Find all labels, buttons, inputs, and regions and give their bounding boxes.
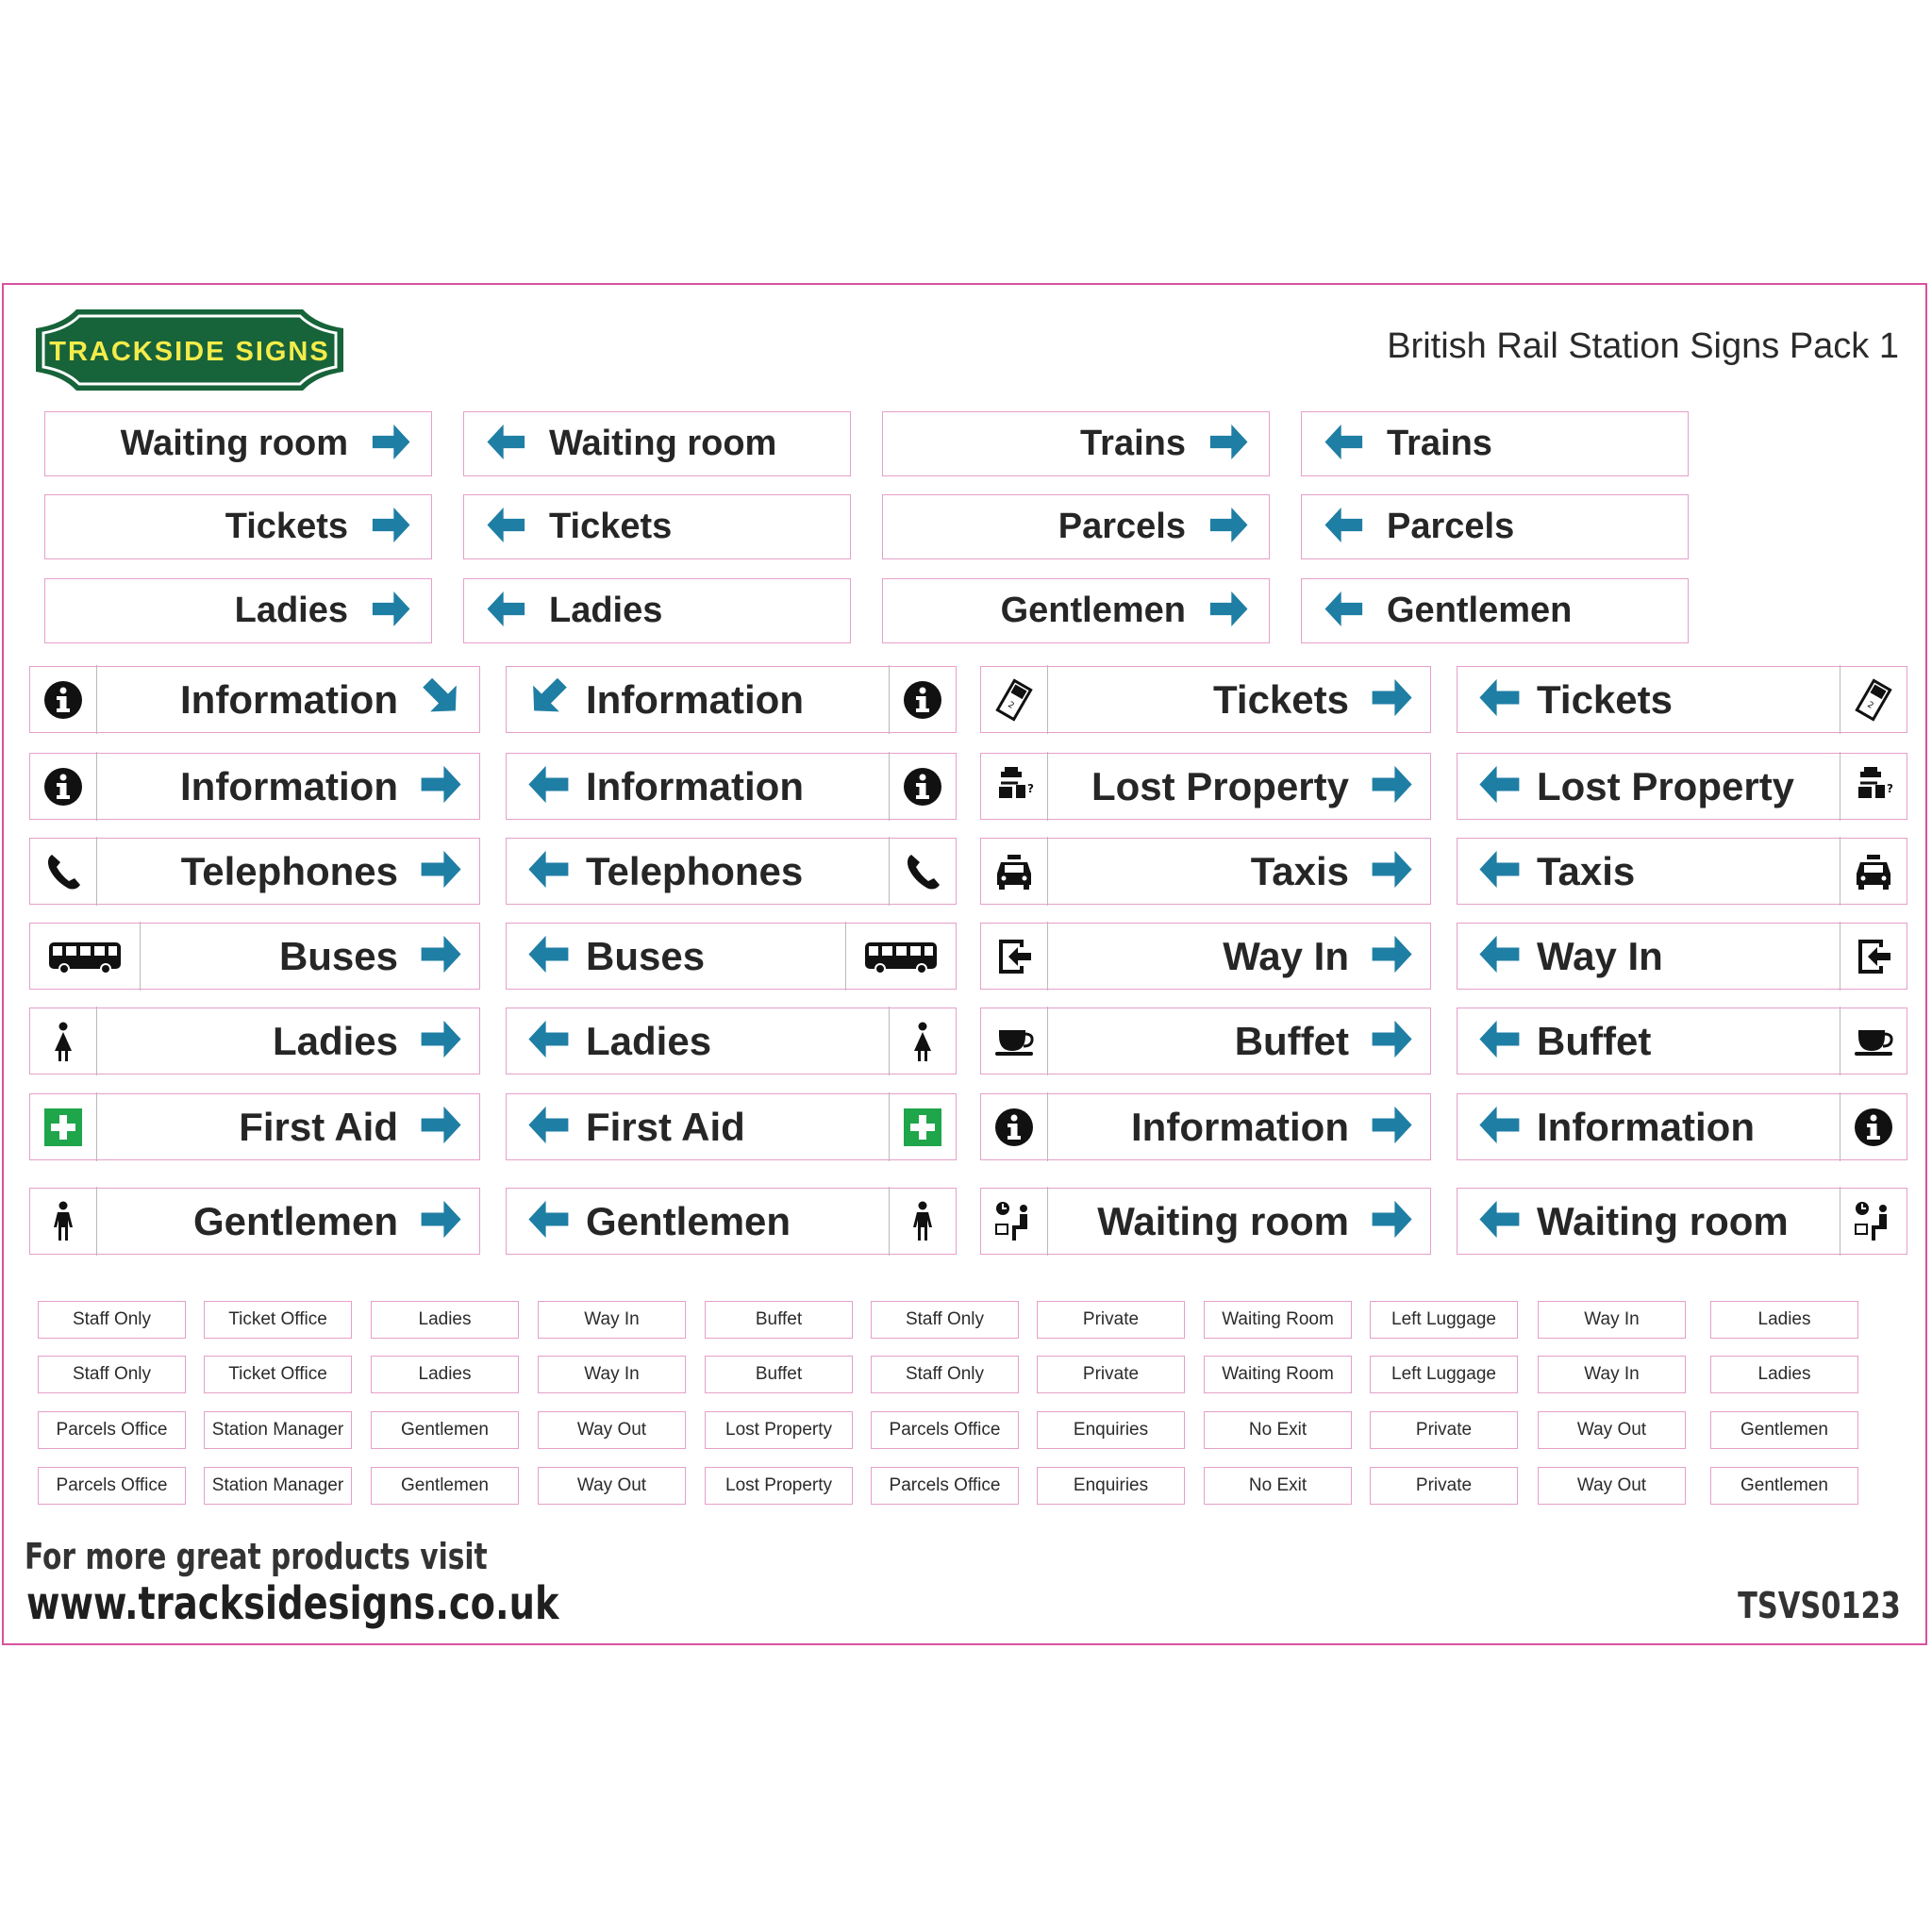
sign-buses-left [506,923,957,990]
arrow-left-icon [1465,921,1531,991]
sign-label: Parcels [1387,507,1515,546]
sign-label: Information [586,676,804,722]
waiting-room-icon [1840,1187,1907,1256]
taxi-icon [981,837,1048,906]
sign-tickets-left [463,494,851,559]
arrow-right-icon [361,410,424,477]
small-sign-station-manager: Station Manager [204,1411,352,1449]
sign-label: Way In [1537,933,1663,978]
sign-label: Ladies [234,591,348,630]
sign-taxis-left [1457,838,1907,905]
small-sign-parcels-office: Parcels Office [38,1467,186,1505]
sign-label: Gentlemen [1387,591,1573,630]
gentlemen-icon [30,1187,97,1256]
arrow-right-icon [409,921,475,991]
information-icon [889,752,956,821]
sign-label: First Aid [239,1104,398,1149]
arrow-left-icon [474,493,536,560]
small-sign-ticket-office: Ticket Office [204,1356,352,1393]
small-sign-station-manager: Station Manager [204,1467,352,1505]
arrow-right-icon [409,1186,475,1257]
sign-label: Buses [278,933,398,978]
arrow-right-icon [1360,1186,1426,1257]
way-in-icon [1840,922,1907,991]
sign-label: Information [1537,1104,1755,1149]
small-sign-no-exit: No Exit [1204,1467,1352,1505]
information-icon [30,665,97,734]
small-sign-way-in: Way In [538,1356,686,1393]
small-sign-enquiries: Enquiries [1037,1467,1185,1505]
small-sign-ladies: Ladies [1710,1356,1858,1393]
arrow-left-icon [1465,1186,1531,1257]
small-sign-way-out: Way Out [1538,1467,1686,1505]
sign-label: Waiting room [120,424,348,463]
sign-sheet [2,283,1927,1645]
product-code: TSVS0123 [1738,1585,1901,1626]
arrow-left-icon [1311,410,1374,477]
small-sign-private: Private [1037,1356,1185,1393]
ladies-icon [889,1007,956,1075]
arrow-right-icon [1360,921,1426,991]
arrow-left-icon [514,836,580,907]
arrow-right-icon [361,493,424,560]
sign-first-aid-right [29,1093,480,1160]
arrow-left-icon [1311,577,1374,644]
arrow-left-icon [514,1006,580,1076]
gentlemen-icon [889,1187,956,1256]
sign-information-left [506,753,957,820]
first-aid-icon [30,1092,97,1161]
arrow-left-icon [1465,751,1531,822]
sign-ladies-right [29,1008,480,1074]
small-sign-gentlemen: Gentlemen [1710,1467,1858,1505]
sign-lost-property-right [980,753,1431,820]
small-sign-lost-property: Lost Property [705,1411,853,1449]
small-sign-way-out: Way Out [538,1411,686,1449]
sign-ladies-left [463,578,851,643]
sign-label: Information [180,763,398,808]
small-sign-no-exit: No Exit [1204,1411,1352,1449]
sign-label: Lost Property [1091,763,1349,808]
sign-label: Information [1131,1104,1349,1149]
sign-information-right [29,753,480,820]
small-sign-parcels-office: Parcels Office [871,1411,1019,1449]
sign-label: Gentlemen [1000,591,1186,630]
small-sign-private: Private [1037,1301,1185,1339]
sign-tickets-right [44,494,432,559]
small-sign-gentlemen: Gentlemen [1710,1411,1858,1449]
svg-text:2: 2 [1006,699,1016,711]
sign-label: Information [586,763,804,808]
sign-taxis-right [980,838,1431,905]
arrow-left-icon [1465,836,1531,907]
bus-icon [30,922,141,991]
small-sign-staff-only: Staff Only [38,1301,186,1339]
sign-information-right [980,1093,1431,1160]
sign-gentlemen-left [1301,578,1689,643]
first-aid-icon [889,1092,956,1161]
arrow-left-icon [1311,493,1374,560]
sign-waiting-room-right [980,1188,1431,1255]
small-sign-gentlemen: Gentlemen [371,1411,519,1449]
arrow-down-left-icon [514,664,580,735]
sign-way-in-right [980,923,1431,990]
sign-tickets-right [980,666,1431,733]
sign-trains-left [1301,411,1689,476]
lost-property-icon [981,752,1048,821]
ticket-icon [981,665,1048,734]
page-title: British Rail Station Signs Pack 1 [1387,326,1899,366]
svg-text:?: ? [1887,781,1893,795]
sign-label: Way In [1223,933,1349,978]
sign-label: Waiting room [1537,1198,1789,1243]
small-sign-buffet: Buffet [705,1301,853,1339]
footer-promo-text: For more great products visit [25,1536,488,1577]
sign-label: Ladies [549,591,663,630]
sign-information-left [1457,1093,1907,1160]
small-sign-private: Private [1370,1467,1518,1505]
sign-waiting-room-left [1457,1188,1907,1255]
sign-label: Lost Property [1537,763,1795,808]
sign-lost-property-left [1457,753,1907,820]
small-sign-way-in: Way In [538,1301,686,1339]
sign-telephones-right [29,838,480,905]
information-icon [30,752,97,821]
trackside-signs-logo [32,306,347,394]
sign-label: Taxis [1537,848,1636,893]
sign-label: Tickets [549,507,673,546]
sign-label: Ladies [272,1018,398,1063]
arrow-right-icon [1360,751,1426,822]
arrow-right-icon [1199,577,1261,644]
sign-information-down-right [29,666,480,733]
information-icon [1840,1092,1907,1161]
information-icon [889,665,956,734]
arrow-right-icon [1360,1091,1426,1162]
arrow-left-icon [514,921,580,991]
sign-label: Gentlemen [192,1198,398,1243]
arrow-right-icon [409,836,475,907]
sign-label: Telephones [180,848,398,893]
sign-parcels-right [882,494,1270,559]
sign-buffet-right [980,1008,1431,1074]
svg-text:?: ? [1027,781,1034,795]
arrow-down-right-icon [409,664,475,735]
information-icon [981,1092,1048,1161]
sign-parcels-left [1301,494,1689,559]
sign-label: First Aid [586,1104,745,1149]
arrow-right-icon [1360,1006,1426,1076]
lost-property-icon [1840,752,1907,821]
arrow-left-icon [514,1091,580,1162]
sign-label: Waiting room [1097,1198,1349,1243]
sign-ladies-left [506,1008,957,1074]
arrow-right-icon [409,1006,475,1076]
buffet-cup-icon [981,1007,1048,1075]
taxi-icon [1840,837,1907,906]
arrow-left-icon [1465,664,1531,735]
small-sign-way-out: Way Out [1538,1411,1686,1449]
arrow-left-icon [514,1186,580,1257]
sign-information-down-left [506,666,957,733]
arrow-right-icon [1360,836,1426,907]
sign-way-in-left [1457,923,1907,990]
small-sign-staff-only: Staff Only [38,1356,186,1393]
sign-waiting-room-left [463,411,851,476]
sign-label: Telephones [586,848,804,893]
sign-label: Parcels [1058,507,1186,546]
sign-waiting-room-right [44,411,432,476]
arrow-right-icon [1199,493,1261,560]
sign-ladies-right [44,578,432,643]
small-sign-ladies: Ladies [371,1301,519,1339]
small-sign-staff-only: Staff Only [871,1356,1019,1393]
sign-first-aid-left [506,1093,957,1160]
logo-text: TRACKSIDE SIGNS [49,337,330,367]
ticket-icon [1840,665,1907,734]
small-sign-waiting-room: Waiting Room [1204,1356,1352,1393]
arrow-left-icon [1465,1091,1531,1162]
footer-website-link[interactable]: www.tracksidesigns.co.uk [26,1577,559,1630]
small-sign-left-luggage: Left Luggage [1370,1301,1518,1339]
sign-label: Gentlemen [586,1198,791,1243]
sign-gentlemen-left [506,1188,957,1255]
arrow-left-icon [474,577,536,644]
small-sign-left-luggage: Left Luggage [1370,1356,1518,1393]
telephone-icon [889,837,956,906]
sign-label: Waiting room [549,424,777,463]
sign-label: Trains [1080,424,1186,463]
sign-label: Information [180,676,398,722]
way-in-icon [981,922,1048,991]
bus-icon [845,922,956,991]
arrow-left-icon [514,751,580,822]
sign-label: Buffet [1537,1018,1652,1063]
small-sign-enquiries: Enquiries [1037,1411,1185,1449]
sign-gentlemen-right [882,578,1270,643]
arrow-left-icon [1465,1006,1531,1076]
small-sign-staff-only: Staff Only [871,1301,1019,1339]
sign-label: Tickets [1537,676,1673,722]
small-sign-private: Private [1370,1411,1518,1449]
sign-label: Tickets [225,507,348,546]
ladies-icon [30,1007,97,1075]
sign-label: Tickets [1213,676,1349,722]
sign-label: Taxis [1250,848,1349,893]
small-sign-gentlemen: Gentlemen [371,1467,519,1505]
buffet-cup-icon [1840,1007,1907,1075]
small-sign-ticket-office: Ticket Office [204,1301,352,1339]
arrow-right-icon [1199,410,1261,477]
small-sign-way-in: Way In [1538,1356,1686,1393]
sign-label: Buffet [1234,1018,1349,1063]
sign-tickets-left [1457,666,1907,733]
sign-label: Buses [586,933,706,978]
arrow-right-icon [361,577,424,644]
arrow-left-icon [474,410,536,477]
waiting-room-icon [981,1187,1048,1256]
small-sign-waiting-room: Waiting Room [1204,1301,1352,1339]
sign-telephones-left [506,838,957,905]
sign-gentlemen-right [29,1188,480,1255]
sign-label: Trains [1387,424,1492,463]
arrow-right-icon [1360,664,1426,735]
telephone-icon [30,837,97,906]
small-sign-ladies: Ladies [1710,1301,1858,1339]
sign-buses-right [29,923,480,990]
small-sign-way-in: Way In [1538,1301,1686,1339]
sign-label: Ladies [586,1018,712,1063]
small-sign-parcels-office: Parcels Office [871,1467,1019,1505]
small-sign-ladies: Ladies [371,1356,519,1393]
arrow-right-icon [409,1091,475,1162]
sign-trains-right [882,411,1270,476]
svg-text:2: 2 [1865,699,1875,711]
small-sign-lost-property: Lost Property [705,1467,853,1505]
arrow-right-icon [409,751,475,822]
small-sign-buffet: Buffet [705,1356,853,1393]
small-sign-parcels-office: Parcels Office [38,1411,186,1449]
small-sign-way-out: Way Out [538,1467,686,1505]
sign-buffet-left [1457,1008,1907,1074]
